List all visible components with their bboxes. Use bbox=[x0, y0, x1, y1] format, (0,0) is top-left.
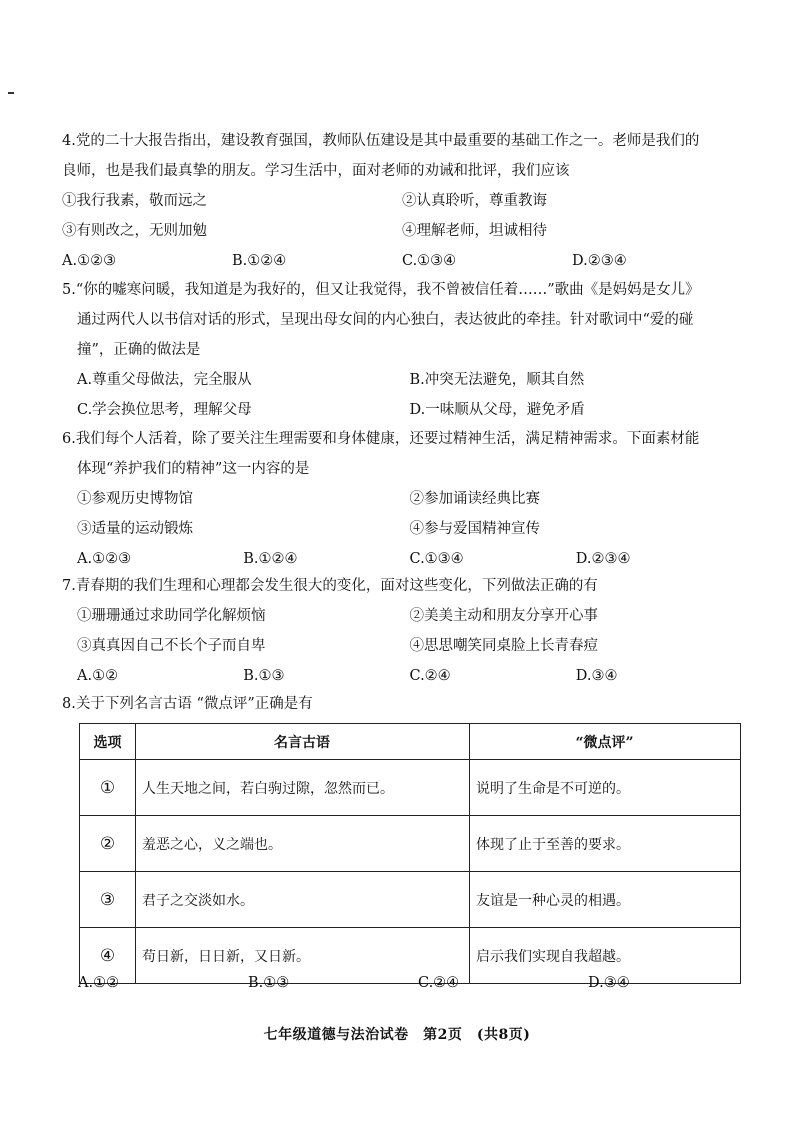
statement-item: ①我行我素，敬而远之 bbox=[62, 193, 207, 209]
answer-choice: B.冲突无法避免，顺其自然 bbox=[409, 372, 585, 388]
table-row bbox=[80, 760, 741, 816]
answer-choice: C.学会换位思考，理解父母 bbox=[77, 402, 252, 418]
answer-choice: D.③④ bbox=[588, 975, 630, 991]
statement-item: ④思思嘲笑同桌脸上长青春痘 bbox=[409, 638, 598, 654]
table-header-row bbox=[80, 724, 741, 760]
row-number: ④ bbox=[80, 928, 136, 984]
answer-choice: B.①②④ bbox=[232, 253, 287, 269]
answer-choice: B.①③ bbox=[243, 668, 285, 684]
answer-choice: B.①③ bbox=[248, 975, 290, 991]
statement-item: ②参加诵读经典比赛 bbox=[409, 491, 540, 507]
page-footer: 七年级道德与法治试卷 第2页 (共8页) bbox=[263, 1027, 531, 1043]
question-stem: 6.我们每个人活着，除了要关注生理需要和身体健康，还要过精神生活，满足精神需求。下面素材能 bbox=[62, 431, 700, 447]
question-stem: 通过两代人以书信对话的形式，呈现出母女间的内心独白，表达彼此的牵挂。针对歌词中“爱的碰 bbox=[77, 312, 694, 328]
answer-choice: A.①②③ bbox=[62, 253, 117, 269]
column-header-quote: 名言古语 bbox=[136, 724, 470, 760]
quote-cell: 人生天地之间，若白驹过隙，忽然而已。 bbox=[136, 760, 470, 816]
comment-cell: 体现了止于至善的要求。 bbox=[470, 816, 741, 872]
question-8 bbox=[62, 689, 742, 719]
question-stem: 体现“养护我们的精神”这一内容的是 bbox=[77, 461, 310, 477]
answer-choice: A.①②③ bbox=[77, 551, 132, 567]
row-number: ① bbox=[80, 760, 136, 816]
answer-choice: C.②④ bbox=[409, 668, 451, 684]
statement-item: ①珊珊通过求助同学化解烦恼 bbox=[77, 608, 266, 624]
answer-choice: D.③④ bbox=[575, 668, 618, 684]
question-4 bbox=[62, 126, 742, 276]
answer-choice: B.①②④ bbox=[243, 551, 298, 567]
question-stem: 4.党的二十大报告指出，建设教育强国，教师队伍建设是其中最重要的基础工作之一。老师是我们的 bbox=[62, 133, 700, 149]
question-stem: 8.关于下列名言古语 “微点评”正确是有 bbox=[62, 696, 313, 712]
question-stem: 撞”，正确的做法是 bbox=[77, 342, 201, 358]
statement-item: ④参与爱国精神宣传 bbox=[409, 521, 540, 537]
question-5 bbox=[62, 275, 742, 425]
quote-cell: 君子之交淡如水。 bbox=[136, 872, 470, 928]
column-header-option: 选项 bbox=[80, 724, 136, 760]
statement-item: ①参观历史博物馆 bbox=[77, 491, 193, 507]
statement-item: ③真真因自己不长个子而自卑 bbox=[77, 638, 266, 654]
answer-choice: A.①② bbox=[78, 975, 120, 991]
question-stem: 7.青春期的我们生理和心理都会发生很大的变化，面对这些变化，下列做法正确的有 bbox=[62, 578, 598, 594]
answer-choice: C.①③④ bbox=[402, 253, 457, 269]
column-header-comment: “微点评” bbox=[470, 724, 741, 760]
statement-item: ②认真聆听，尊重教诲 bbox=[402, 193, 547, 209]
question-stem: 良师，也是我们最真挚的朋友。学习生活中，面对老师的劝诫和批评，我们应该 bbox=[62, 163, 570, 179]
statement-item: ④理解老师，坦诚相待 bbox=[402, 223, 547, 239]
comment-cell: 说明了生命是不可逆的。 bbox=[470, 760, 741, 816]
answer-choice: C.②④ bbox=[418, 975, 460, 991]
question-stem: 5.“你的嘘寒问暖，我知道是为我好的，但又让我觉得，我不曾被信任着……”歌曲《是妈妈是女儿》 bbox=[62, 282, 700, 298]
comment-cell: 启示我们实现自我超越。 bbox=[470, 928, 741, 984]
table-row bbox=[80, 816, 741, 872]
quote-cell: 苟日新，日日新，又日新。 bbox=[136, 928, 470, 984]
table-row bbox=[80, 872, 741, 928]
answer-choice: D.一味顺从父母，避免矛盾 bbox=[409, 402, 585, 418]
scan-mark bbox=[8, 92, 14, 94]
answer-choice: C.①③④ bbox=[409, 551, 464, 567]
statement-item: ③有则改之，无则加勉 bbox=[62, 223, 207, 239]
statement-item: ③适量的运动锻炼 bbox=[77, 521, 193, 537]
row-number: ③ bbox=[80, 872, 136, 928]
answer-choice: A.①② bbox=[77, 668, 119, 684]
answer-choice: D.②③④ bbox=[575, 551, 631, 567]
question-8-choices bbox=[78, 968, 758, 998]
question-7 bbox=[62, 571, 742, 691]
quote-cell: 羞恶之心，义之端也。 bbox=[136, 816, 470, 872]
row-number: ② bbox=[80, 816, 136, 872]
answer-choice: A.尊重父母做法，完全服从 bbox=[77, 372, 252, 388]
question-6 bbox=[62, 424, 742, 574]
comment-cell: 友谊是一种心灵的相遇。 bbox=[470, 872, 741, 928]
answer-choice: D.②③④ bbox=[572, 253, 627, 269]
quotes-table bbox=[79, 723, 741, 984]
statement-item: ②美美主动和朋友分享开心事 bbox=[409, 608, 598, 624]
